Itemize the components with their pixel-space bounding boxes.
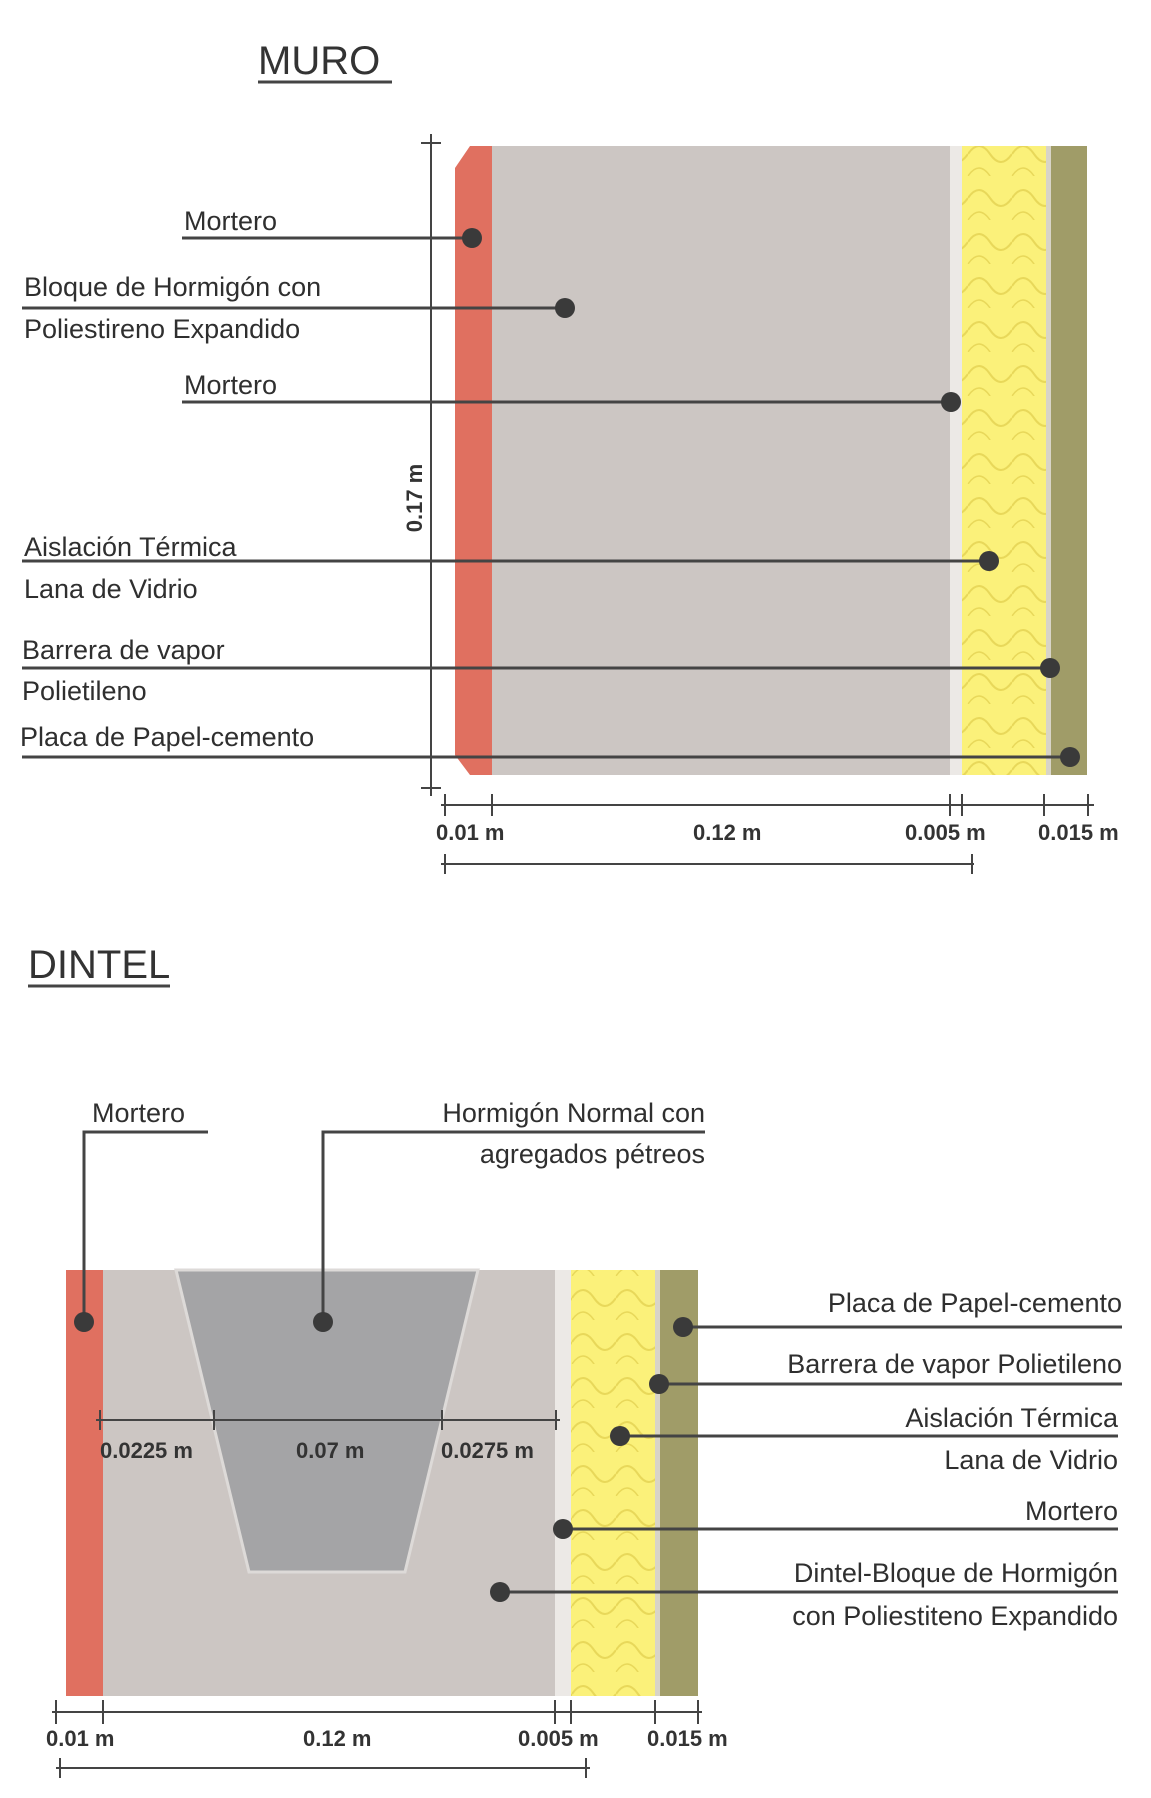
muro-label-barrera-1: Barrera de vapor (22, 635, 225, 665)
dintel-label-mortero-right: Mortero (1024, 1496, 1118, 1526)
dintel-title: DINTEL (28, 943, 171, 987)
dintel-label-dintel-2: con Poliestiteno Expandido (792, 1601, 1118, 1631)
dintel-label-hormigon-1: Hormigón Normal con (442, 1098, 705, 1128)
muro-height-label: 0.17 m (402, 463, 427, 533)
dintel-marker-placa (673, 1317, 693, 1337)
muro-insulation (962, 146, 1046, 775)
dintel-section (28, 943, 1122, 1778)
dintel-marker-barrera (649, 1374, 669, 1394)
muro-cement-board (1051, 146, 1087, 775)
muro-marker-barrera (1040, 658, 1060, 678)
dintel-dim-i3: 0.0275 m (441, 1438, 534, 1463)
dintel-label-hormigon-2: agregados pétreos (479, 1139, 705, 1169)
muro-label-bloque-1: Bloque de Hormigón con (24, 272, 322, 302)
muro-label-aislacion-1: Aislación Térmica (24, 532, 237, 562)
dintel-label-aislacion-2: Lana de Vidrio (944, 1445, 1118, 1475)
muro-label-placa: Placa de Papel-cemento (20, 722, 315, 752)
muro-label-bloque-2: Poliestireno Expandido (24, 314, 301, 344)
muro-label-mortero-2: Mortero (184, 370, 278, 400)
muro-concrete-block (492, 146, 950, 775)
dintel-dim-i1: 0.0225 m (100, 1438, 193, 1463)
muro-dim-d3: 0.005 m (905, 820, 986, 845)
dintel-marker-hormigon (313, 1312, 333, 1332)
muro-title: MURO (258, 39, 381, 83)
muro-dim-d1: 0.01 m (436, 820, 505, 845)
dintel-label-aislacion-1: Aislación Térmica (905, 1403, 1118, 1433)
dintel-label-barrera: Barrera de vapor Polietileno (787, 1349, 1122, 1379)
dintel-marker-aislacion (610, 1426, 630, 1446)
dintel-mortar-interior (555, 1270, 571, 1696)
muro-marker-aislacion (979, 551, 999, 571)
dintel-marker-mortero-right (553, 1519, 573, 1539)
dintel-insulation (571, 1270, 655, 1696)
dintel-marker-mortero-top (74, 1312, 94, 1332)
dintel-dim-d1: 0.01 m (46, 1726, 115, 1751)
muro-label-aislacion-2: Lana de Vidrio (24, 574, 198, 604)
muro-marker-mortero-1 (462, 228, 482, 248)
muro-section (20, 39, 1119, 874)
dintel-marker-dintel (490, 1582, 510, 1602)
muro-marker-mortero-2 (941, 392, 961, 412)
muro-label-mortero-1: Mortero (184, 206, 278, 236)
muro-dim-d4: 0.015 m (1038, 820, 1119, 845)
dintel-label-mortero-top: Mortero (92, 1098, 186, 1128)
dintel-dim-d3: 0.005 m (518, 1726, 599, 1751)
muro-label-barrera-2: Polietileno (22, 676, 147, 706)
muro-mortar-interior (950, 146, 962, 775)
muro-dim-d2: 0.12 m (693, 820, 762, 845)
dintel-dim-i2: 0.07 m (296, 1438, 365, 1463)
dintel-label-placa: Placa de Papel-cemento (827, 1288, 1122, 1318)
dintel-label-dintel-1: Dintel-Bloque de Hormigón (793, 1558, 1118, 1588)
dintel-dim-d2: 0.12 m (303, 1726, 372, 1751)
dintel-vapor-barrier (655, 1270, 660, 1696)
dintel-dim-d4: 0.015 m (647, 1726, 728, 1751)
muro-marker-placa (1060, 747, 1080, 767)
dintel-mortar-exterior (66, 1270, 103, 1696)
muro-marker-bloque (555, 298, 575, 318)
muro-vapor-barrier (1046, 146, 1051, 775)
